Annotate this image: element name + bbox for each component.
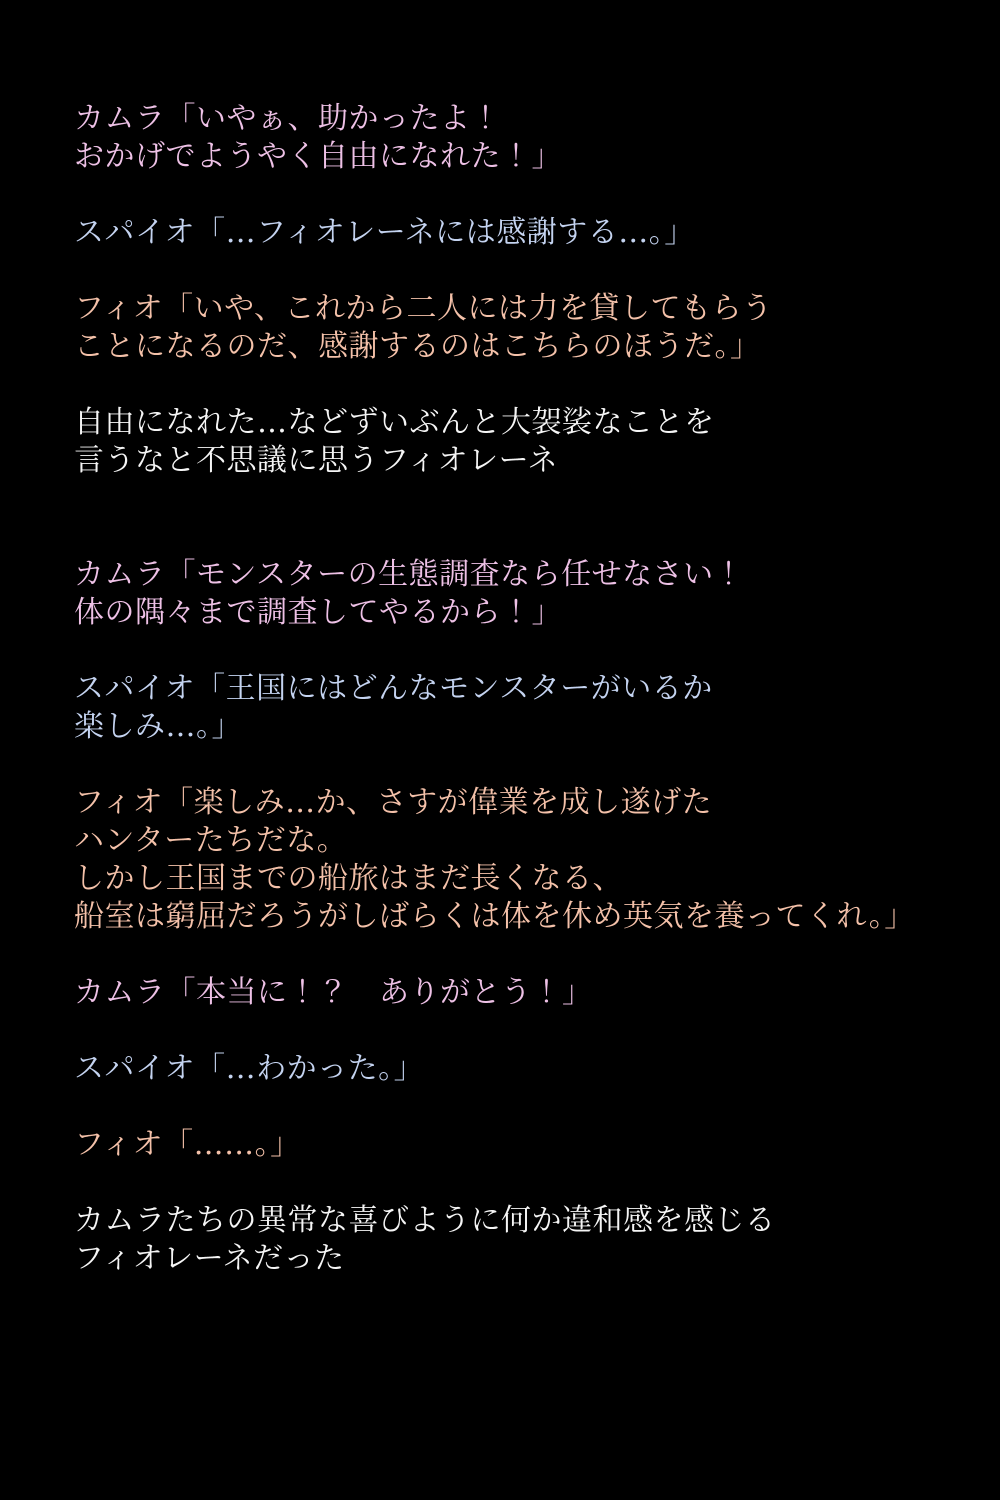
narration-line: カムラたちの異常な喜びように何か違和感を感じる bbox=[74, 1203, 776, 1238]
narration-line: 言うなと不思議に思うフィオレーネ bbox=[74, 443, 559, 478]
dialogue-block-spio-3 bbox=[74, 1050, 960, 1088]
dialogue-block-fio-2 bbox=[74, 784, 960, 936]
dialogue-block-spio-1 bbox=[74, 214, 960, 252]
narration-block-2 bbox=[74, 1202, 960, 1278]
dialogue-block-kamura-1 bbox=[74, 100, 960, 176]
dialogue-line: スパイオ「王国にはどんなモンスターがいるか bbox=[74, 671, 713, 706]
dialogue-block-spio-2 bbox=[74, 670, 960, 746]
narration-block-1 bbox=[74, 404, 960, 480]
narration-line: フィオレーネだった bbox=[74, 1241, 345, 1276]
narration-line: 自由になれた…などずいぶんと大袈裟なことを bbox=[74, 405, 715, 440]
dialogue-line: カムラ「モンスターの生態調査なら任せなさい！ bbox=[74, 557, 745, 592]
dialogue-line: 楽しみ…。」 bbox=[74, 709, 242, 744]
dialogue-block-kamura-3 bbox=[74, 974, 960, 1012]
dialogue-line: フィオ「……。」 bbox=[74, 1127, 301, 1162]
dialogue-line: ことになるのだ、感謝するのはこちらのほうだ。」 bbox=[74, 329, 761, 364]
dialogue-line: しかし王国までの船旅はまだ長くなる、 bbox=[74, 861, 623, 896]
dialogue-line: 船室は窮屈だろうがしばらくは体を休め英気を養ってくれ。」 bbox=[74, 899, 915, 934]
dialogue-line: スパイオ「…フィオレーネには感謝する…。」 bbox=[74, 215, 695, 250]
dialogue-line: ハンターたちだな。 bbox=[74, 823, 348, 858]
dialogue-block-kamura-2 bbox=[74, 556, 960, 632]
dialogue-line: 体の隅々まで調査してやるから！」 bbox=[74, 595, 562, 630]
dialogue-line: カムラ「いやぁ、助かったよ！ bbox=[74, 101, 501, 136]
dialogue-line: おかげでようやく自由になれた！」 bbox=[74, 139, 562, 174]
dialogue-block-fio-3 bbox=[74, 1126, 960, 1164]
dialogue-line: フィオ「いや、これから二人には力を貸してもらう bbox=[74, 291, 773, 326]
dialogue-block-fio-1 bbox=[74, 290, 960, 366]
dialogue-line: フィオ「楽しみ…か、さすが偉業を成し遂げた bbox=[74, 785, 713, 820]
dialogue-line: スパイオ「…わかった。」 bbox=[74, 1051, 425, 1086]
dialogue-line: カムラ「本当に！？ ありがとう！」 bbox=[74, 975, 593, 1010]
